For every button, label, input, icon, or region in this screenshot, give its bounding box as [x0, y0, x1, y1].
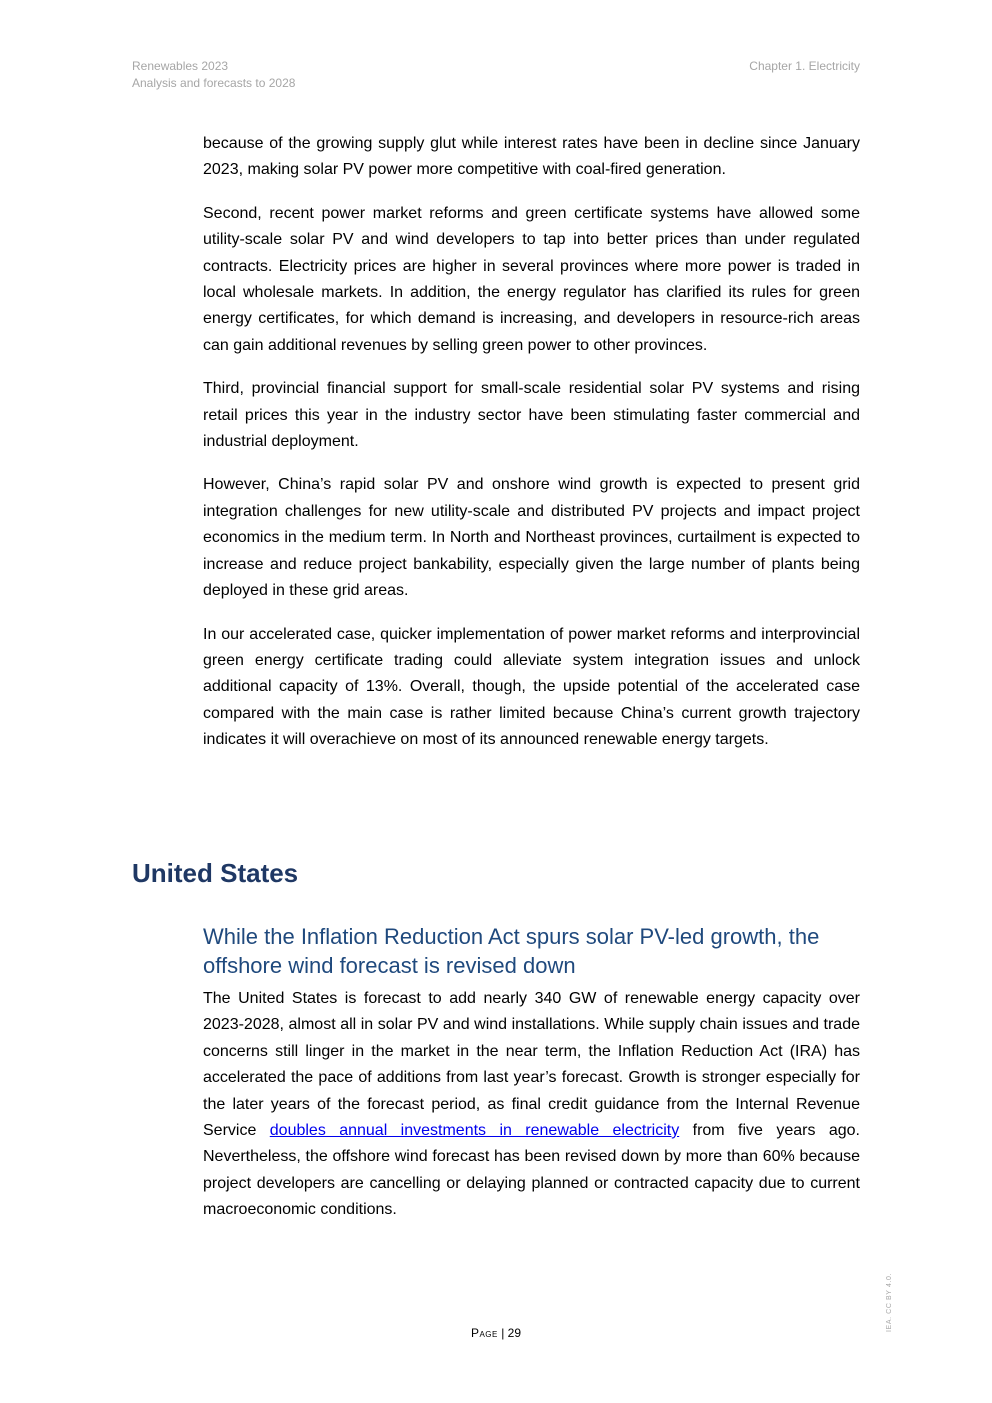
paragraph-3: Third, provincial financial support for small-scale residential solar PV systems and rising retail prices this year in the industry sector have been stimulating faster commercial and industrial deployment.	[203, 380, 860, 451]
section-heading: United States	[132, 858, 299, 888]
page-label: Page	[470, 1326, 498, 1340]
paragraph-5: In our accelerated case, quicker implementation of power market reforms and interprovincial green energy certificate trading could alleviate system integration issues and unlock additional capacity of 13%. Overall, though, the upside potential of the accelerated case compared with the main case is rather limited because China’s current growth trajectory indicates it will overachieve on most of its announced renewable energy targets.	[203, 625, 860, 749]
us-paragraph-text-before: The United States is forecast to add nearly 340 GW of renewable energy capacity over 2023-2028, almost all in solar PV and wind installations. While supply chain issues and trade concerns still linger in the market in the near term, the Inflation Reduction Act (IRA) has accelerated the pace of additions from last year’s forecast. Growth is stronger especially for the later years of the forecast period, as final credit guidance from the Internal Revenue Service	[203, 990, 860, 1140]
license-notice: IEA. CC BY 4.0.	[886, 1272, 893, 1332]
section-body	[203, 922, 860, 1241]
paragraph-2: Second, recent power market reforms and green certificate systems have allowed some utility-scale solar PV and wind developers to tap into better prices than under regulated contracts. Electricity prices are higher in several provinces where more power is traded in local wholesale markets. In addition, the energy regulator has clarified its rules for green energy certificates, for which demand is increasing, and developers in resource-rich areas can gain additional revenues by selling green power to other provinces.	[203, 204, 860, 354]
page-footer	[0, 1326, 992, 1340]
investments-link[interactable]: doubles annual investments in renewable electricity	[269, 1122, 680, 1140]
page-number: 29	[507, 1326, 522, 1340]
header-report-title	[132, 58, 295, 92]
us-paragraph-text-after: from five years ago. Nevertheless, the offshore wind forecast has been revised down by more than 60% because project developers are cancelling or delaying planned or contracted capacity due to current macroeconomic conditions.	[203, 1122, 861, 1219]
paragraph-1: because of the growing supply glut while interest rates have been in decline since January 2023, making solar PV power more competitive with coal-fired generation.	[203, 135, 860, 179]
body-text	[203, 131, 860, 771]
header-title-line2: Analysis and forecasts to 2028	[132, 76, 296, 90]
us-paragraph	[203, 986, 860, 1224]
header-title-line1: Renewables 2023	[132, 59, 229, 73]
page-separator: |	[497, 1326, 508, 1340]
header-chapter: Chapter 1. Electricity	[749, 59, 860, 73]
subheading: While the Inflation Reduction Act spurs solar PV-led growth, the offshore wind forecast is revised down	[203, 924, 820, 978]
paragraph-4: However, China’s rapid solar PV and onshore wind growth is expected to present grid integration challenges for new utility-scale and distributed PV projects and impact project economics in the medium term. In North and Northeast provinces, curtailment is expected to increase and reduce project bankability, especially given the large number of plants being deployed in these grid areas.	[203, 476, 860, 600]
